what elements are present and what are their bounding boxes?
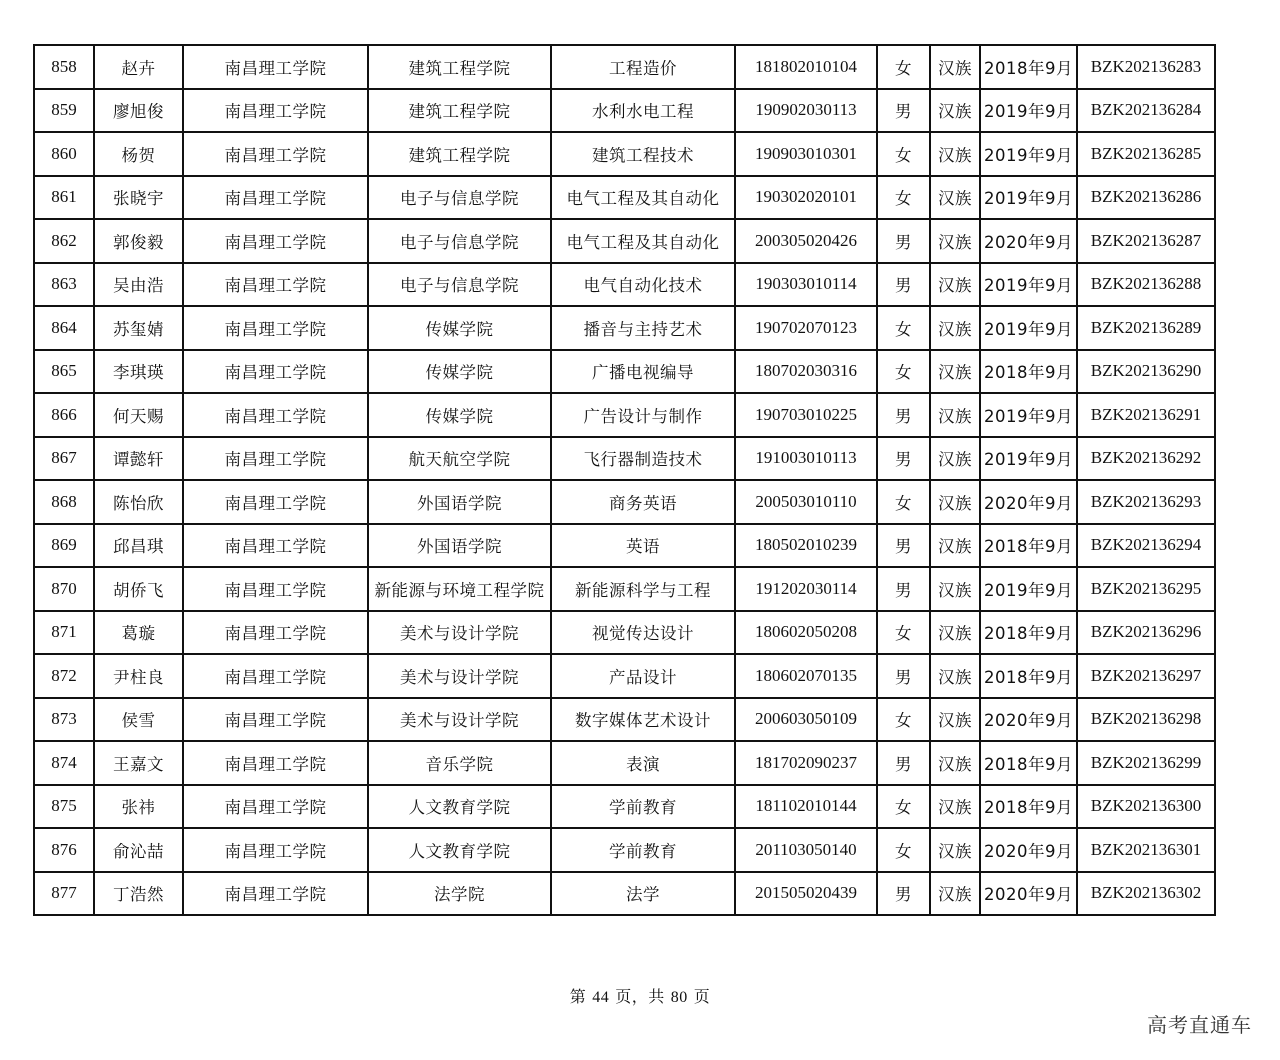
gender-cell: 男: [877, 393, 930, 437]
table-row: [34, 611, 1215, 655]
certificate-number-cell: BZK202136295: [1077, 567, 1215, 611]
table-row: [34, 698, 1215, 742]
student-name-cell: 王嘉文: [94, 741, 183, 785]
ethnicity-cell: 汉族: [930, 393, 980, 437]
student-name-cell: 尹柱良: [94, 654, 183, 698]
ethnicity-cell: 汉族: [930, 698, 980, 742]
student-id-cell: 201505020439: [735, 872, 877, 916]
college-name-cell: 电子与信息学院: [368, 219, 551, 263]
student-name-cell: 陈怡欣: [94, 480, 183, 524]
table-row: [34, 393, 1215, 437]
certificate-number-cell: BZK202136286: [1077, 176, 1215, 220]
table-row: [34, 89, 1215, 133]
page-label-suffix: 页: [693, 987, 711, 1006]
serial-number-cell: 868: [34, 480, 94, 524]
student-id-cell: 200305020426: [735, 219, 877, 263]
page-label-prefix: 第: [569, 987, 587, 1006]
certificate-number-cell: BZK202136284: [1077, 89, 1215, 133]
enrollment-date-cell: 2020年9月: [980, 219, 1077, 263]
student-name-cell: 吴由浩: [94, 263, 183, 307]
school-name-cell: 南昌理工学院: [183, 306, 368, 350]
college-name-cell: 音乐学院: [368, 741, 551, 785]
enrollment-date-cell: 2018年9月: [980, 785, 1077, 829]
student-id-cell: 190302020101: [735, 176, 877, 220]
certificate-number-cell: BZK202136293: [1077, 480, 1215, 524]
major-name-cell: 新能源科学与工程: [551, 567, 735, 611]
ethnicity-cell: 汉族: [930, 45, 980, 89]
enrollment-date-cell: 2019年9月: [980, 176, 1077, 220]
ethnicity-cell: 汉族: [930, 654, 980, 698]
serial-number-cell: 865: [34, 350, 94, 394]
school-name-cell: 南昌理工学院: [183, 480, 368, 524]
student-name-cell: 丁浩然: [94, 872, 183, 916]
student-name-cell: 侯雪: [94, 698, 183, 742]
college-name-cell: 传媒学院: [368, 393, 551, 437]
student-id-cell: 190702070123: [735, 306, 877, 350]
school-name-cell: 南昌理工学院: [183, 89, 368, 133]
school-name-cell: 南昌理工学院: [183, 350, 368, 394]
gender-cell: 男: [877, 741, 930, 785]
student-name-cell: 邱昌琪: [94, 524, 183, 568]
student-id-cell: 200503010110: [735, 480, 877, 524]
major-name-cell: 电气工程及其自动化: [551, 219, 735, 263]
enrollment-date-cell: 2020年9月: [980, 698, 1077, 742]
ethnicity-cell: 汉族: [930, 524, 980, 568]
major-name-cell: 数字媒体艺术设计: [551, 698, 735, 742]
gender-cell: 女: [877, 611, 930, 655]
serial-number-cell: 861: [34, 176, 94, 220]
gender-cell: 女: [877, 698, 930, 742]
ethnicity-cell: 汉族: [930, 350, 980, 394]
major-name-cell: 产品设计: [551, 654, 735, 698]
student-id-cell: 190303010114: [735, 263, 877, 307]
student-name-cell: 谭懿轩: [94, 437, 183, 481]
enrollment-date-cell: 2019年9月: [980, 393, 1077, 437]
gender-cell: 男: [877, 263, 930, 307]
certificate-number-cell: BZK202136283: [1077, 45, 1215, 89]
serial-number-cell: 869: [34, 524, 94, 568]
student-name-cell: 苏玺婧: [94, 306, 183, 350]
ethnicity-cell: 汉族: [930, 611, 980, 655]
enrollment-date-cell: 2018年9月: [980, 524, 1077, 568]
table-row: [34, 306, 1215, 350]
major-name-cell: 电气工程及其自动化: [551, 176, 735, 220]
gender-cell: 女: [877, 306, 930, 350]
school-name-cell: 南昌理工学院: [183, 567, 368, 611]
student-id-cell: 190703010225: [735, 393, 877, 437]
enrollment-date-cell: 2018年9月: [980, 741, 1077, 785]
gender-cell: 男: [877, 524, 930, 568]
student-id-cell: 181702090237: [735, 741, 877, 785]
student-id-cell: 190903010301: [735, 132, 877, 176]
school-name-cell: 南昌理工学院: [183, 698, 368, 742]
certificate-number-cell: BZK202136288: [1077, 263, 1215, 307]
college-name-cell: 建筑工程学院: [368, 45, 551, 89]
table-row: [34, 654, 1215, 698]
major-name-cell: 法学: [551, 872, 735, 916]
college-name-cell: 新能源与环境工程学院: [368, 567, 551, 611]
major-name-cell: 学前教育: [551, 828, 735, 872]
school-name-cell: 南昌理工学院: [183, 132, 368, 176]
certificate-number-cell: BZK202136300: [1077, 785, 1215, 829]
college-name-cell: 人文教育学院: [368, 785, 551, 829]
ethnicity-cell: 汉族: [930, 263, 980, 307]
student-name-cell: 胡侨飞: [94, 567, 183, 611]
student-name-cell: 何天赐: [94, 393, 183, 437]
college-name-cell: 美术与设计学院: [368, 654, 551, 698]
student-id-cell: 181102010144: [735, 785, 877, 829]
serial-number-cell: 870: [34, 567, 94, 611]
gender-cell: 女: [877, 785, 930, 829]
student-id-cell: 200603050109: [735, 698, 877, 742]
certificate-number-cell: BZK202136298: [1077, 698, 1215, 742]
page-label-middle: 页，共: [615, 987, 665, 1006]
total-pages-number: 80: [670, 989, 688, 1006]
college-name-cell: 法学院: [368, 872, 551, 916]
student-id-cell: 191202030114: [735, 567, 877, 611]
table-row: [34, 263, 1215, 307]
table-row: [34, 132, 1215, 176]
college-name-cell: 建筑工程学院: [368, 132, 551, 176]
student-name-cell: 赵卉: [94, 45, 183, 89]
certificate-number-cell: BZK202136302: [1077, 872, 1215, 916]
college-name-cell: 传媒学院: [368, 306, 551, 350]
serial-number-cell: 867: [34, 437, 94, 481]
student-name-cell: 张晓宇: [94, 176, 183, 220]
certificate-number-cell: BZK202136296: [1077, 611, 1215, 655]
school-name-cell: 南昌理工学院: [183, 176, 368, 220]
ethnicity-cell: 汉族: [930, 132, 980, 176]
table-row: [34, 567, 1215, 611]
enrollment-date-cell: 2019年9月: [980, 263, 1077, 307]
serial-number-cell: 872: [34, 654, 94, 698]
table-row: [34, 741, 1215, 785]
college-name-cell: 建筑工程学院: [368, 89, 551, 133]
college-name-cell: 美术与设计学院: [368, 698, 551, 742]
table-row: [34, 872, 1215, 916]
college-name-cell: 传媒学院: [368, 350, 551, 394]
certificate-number-cell: BZK202136292: [1077, 437, 1215, 481]
major-name-cell: 水利水电工程: [551, 89, 735, 133]
school-name-cell: 南昌理工学院: [183, 263, 368, 307]
student-name-cell: 郭俊毅: [94, 219, 183, 263]
school-name-cell: 南昌理工学院: [183, 437, 368, 481]
student-id-cell: 180602070135: [735, 654, 877, 698]
major-name-cell: 学前教育: [551, 785, 735, 829]
serial-number-cell: 862: [34, 219, 94, 263]
serial-number-cell: 874: [34, 741, 94, 785]
certificate-number-cell: BZK202136287: [1077, 219, 1215, 263]
college-name-cell: 外国语学院: [368, 524, 551, 568]
gender-cell: 男: [877, 872, 930, 916]
major-name-cell: 建筑工程技术: [551, 132, 735, 176]
student-id-cell: 180502010239: [735, 524, 877, 568]
student-id-cell: 191003010113: [735, 437, 877, 481]
table-row: [34, 45, 1215, 89]
enrollment-date-cell: 2019年9月: [980, 89, 1077, 133]
table-row: [34, 176, 1215, 220]
certificate-number-cell: BZK202136301: [1077, 828, 1215, 872]
student-id-cell: 201103050140: [735, 828, 877, 872]
watermark-text: 高考直通车: [1147, 1013, 1252, 1037]
enrollment-date-cell: 2018年9月: [980, 45, 1077, 89]
gender-cell: 男: [877, 219, 930, 263]
serial-number-cell: 876: [34, 828, 94, 872]
current-page-number: 44: [592, 989, 610, 1006]
enrollment-date-cell: 2020年9月: [980, 480, 1077, 524]
enrollment-date-cell: 2018年9月: [980, 350, 1077, 394]
major-name-cell: 广播电视编导: [551, 350, 735, 394]
ethnicity-cell: 汉族: [930, 785, 980, 829]
school-name-cell: 南昌理工学院: [183, 219, 368, 263]
college-name-cell: 电子与信息学院: [368, 176, 551, 220]
enrollment-date-cell: 2018年9月: [980, 654, 1077, 698]
ethnicity-cell: 汉族: [930, 480, 980, 524]
gender-cell: 女: [877, 132, 930, 176]
ethnicity-cell: 汉族: [930, 306, 980, 350]
serial-number-cell: 877: [34, 872, 94, 916]
student-id-cell: 190902030113: [735, 89, 877, 133]
school-name-cell: 南昌理工学院: [183, 785, 368, 829]
student-name-cell: 廖旭俊: [94, 89, 183, 133]
serial-number-cell: 863: [34, 263, 94, 307]
major-name-cell: 商务英语: [551, 480, 735, 524]
school-name-cell: 南昌理工学院: [183, 45, 368, 89]
ethnicity-cell: 汉族: [930, 567, 980, 611]
certificate-number-cell: BZK202136297: [1077, 654, 1215, 698]
table-row: [34, 828, 1215, 872]
serial-number-cell: 859: [34, 89, 94, 133]
gender-cell: 男: [877, 567, 930, 611]
gender-cell: 女: [877, 480, 930, 524]
enrollment-date-cell: 2020年9月: [980, 872, 1077, 916]
certificate-number-cell: BZK202136299: [1077, 741, 1215, 785]
student-name-cell: 张祎: [94, 785, 183, 829]
serial-number-cell: 864: [34, 306, 94, 350]
ethnicity-cell: 汉族: [930, 828, 980, 872]
table-row: [34, 785, 1215, 829]
ethnicity-cell: 汉族: [930, 176, 980, 220]
major-name-cell: 英语: [551, 524, 735, 568]
certificate-number-cell: BZK202136285: [1077, 132, 1215, 176]
major-name-cell: 工程造价: [551, 45, 735, 89]
major-name-cell: 表演: [551, 741, 735, 785]
enrollment-date-cell: 2020年9月: [980, 828, 1077, 872]
table-row: [34, 350, 1215, 394]
ethnicity-cell: 汉族: [930, 219, 980, 263]
student-name-cell: 葛璇: [94, 611, 183, 655]
major-name-cell: 电气自动化技术: [551, 263, 735, 307]
certificate-number-cell: BZK202136290: [1077, 350, 1215, 394]
school-name-cell: 南昌理工学院: [183, 393, 368, 437]
gender-cell: 女: [877, 45, 930, 89]
serial-number-cell: 858: [34, 45, 94, 89]
ethnicity-cell: 汉族: [930, 741, 980, 785]
gender-cell: 女: [877, 176, 930, 220]
certificate-number-cell: BZK202136294: [1077, 524, 1215, 568]
gender-cell: 男: [877, 89, 930, 133]
major-name-cell: 视觉传达设计: [551, 611, 735, 655]
enrollment-date-cell: 2019年9月: [980, 567, 1077, 611]
college-name-cell: 电子与信息学院: [368, 263, 551, 307]
gender-cell: 男: [877, 654, 930, 698]
student-id-cell: 180702030316: [735, 350, 877, 394]
school-name-cell: 南昌理工学院: [183, 872, 368, 916]
table-row: [34, 524, 1215, 568]
major-name-cell: 飞行器制造技术: [551, 437, 735, 481]
enrollment-date-cell: 2019年9月: [980, 132, 1077, 176]
enrollment-date-cell: 2019年9月: [980, 437, 1077, 481]
student-id-cell: 181802010104: [735, 45, 877, 89]
college-name-cell: 美术与设计学院: [368, 611, 551, 655]
ethnicity-cell: 汉族: [930, 89, 980, 133]
student-name-cell: 杨贺: [94, 132, 183, 176]
gender-cell: 女: [877, 350, 930, 394]
ethnicity-cell: 汉族: [930, 437, 980, 481]
college-name-cell: 人文教育学院: [368, 828, 551, 872]
gender-cell: 女: [877, 828, 930, 872]
table-row: [34, 480, 1215, 524]
school-name-cell: 南昌理工学院: [183, 828, 368, 872]
serial-number-cell: 871: [34, 611, 94, 655]
serial-number-cell: 875: [34, 785, 94, 829]
college-name-cell: 航天航空学院: [368, 437, 551, 481]
serial-number-cell: 860: [34, 132, 94, 176]
serial-number-cell: 866: [34, 393, 94, 437]
student-records-table: [33, 44, 1216, 916]
school-name-cell: 南昌理工学院: [183, 741, 368, 785]
ethnicity-cell: 汉族: [930, 872, 980, 916]
major-name-cell: 广告设计与制作: [551, 393, 735, 437]
serial-number-cell: 873: [34, 698, 94, 742]
enrollment-date-cell: 2019年9月: [980, 306, 1077, 350]
student-name-cell: 李琪瑛: [94, 350, 183, 394]
college-name-cell: 外国语学院: [368, 480, 551, 524]
table-row: [34, 437, 1215, 481]
student-id-cell: 180602050208: [735, 611, 877, 655]
school-name-cell: 南昌理工学院: [183, 524, 368, 568]
gender-cell: 男: [877, 437, 930, 481]
school-name-cell: 南昌理工学院: [183, 611, 368, 655]
certificate-number-cell: BZK202136289: [1077, 306, 1215, 350]
student-name-cell: 俞沁喆: [94, 828, 183, 872]
enrollment-date-cell: 2018年9月: [980, 611, 1077, 655]
certificate-number-cell: BZK202136291: [1077, 393, 1215, 437]
page-indicator: [0, 984, 1280, 1007]
school-name-cell: 南昌理工学院: [183, 654, 368, 698]
table-row: [34, 219, 1215, 263]
major-name-cell: 播音与主持艺术: [551, 306, 735, 350]
